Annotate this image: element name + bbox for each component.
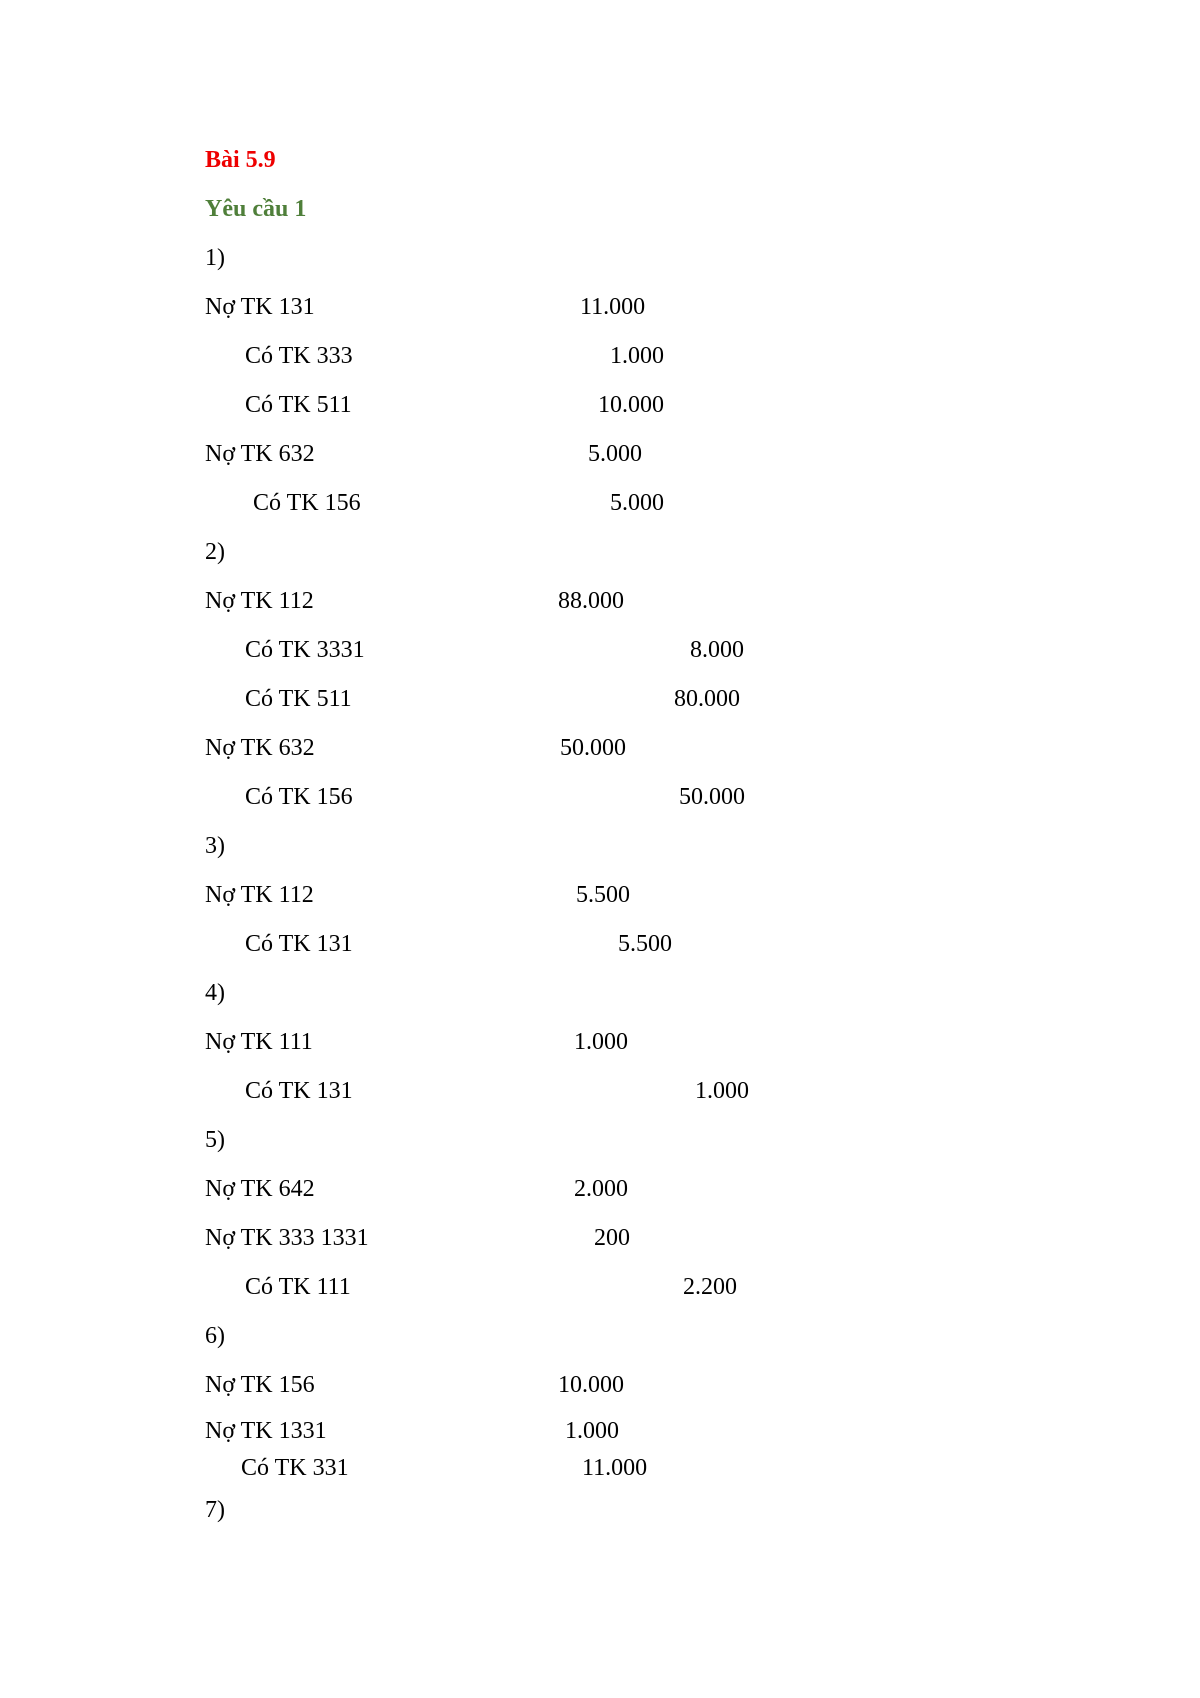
debit-amount: 88.000 [558,588,624,614]
debit-account-label: Nợ TK 112 [205,588,314,614]
credit-amount: 50.000 [679,784,745,810]
debit-amount: 50.000 [560,735,626,761]
debit-amount: 2.000 [574,1176,628,1202]
debit-amount: 200 [594,1225,630,1251]
credit-amount: 5.500 [618,931,672,957]
debit-account-label: Nợ TK 156 [205,1372,315,1398]
entry-number: 5) [205,1127,225,1153]
debit-account-label: Nợ TK 1331 [205,1418,327,1444]
credit-account-label: Có TK 511 [245,686,352,712]
debit-account-label: Nợ TK 131 [205,294,315,320]
debit-account-label: Nợ TK 111 [205,1029,313,1055]
credit-amount: 11.000 [582,1455,648,1481]
debit-amount: 1.000 [574,1029,628,1055]
section-heading: Yêu cầu 1 [205,196,307,222]
entry-number: 4) [205,980,225,1006]
debit-amount: 1.000 [565,1418,619,1444]
debit-account-label: Nợ TK 112 [205,882,314,908]
debit-amount: 10.000 [558,1372,624,1398]
document-title: Bài 5.9 [205,147,276,173]
credit-amount: 8.000 [690,637,744,663]
credit-account-label: Có TK 331 [241,1455,349,1481]
debit-account-label: Nợ TK 642 [205,1176,315,1202]
entry-number: 3) [205,833,225,859]
credit-amount: 80.000 [674,686,740,712]
credit-amount: 10.000 [598,392,664,418]
debit-account-label: Nợ TK 632 [205,441,315,467]
credit-amount: 1.000 [610,343,664,369]
credit-account-label: Có TK 131 [245,931,353,957]
debit-account-label: Nợ TK 632 [205,735,315,761]
entry-number: 2) [205,539,225,565]
debit-amount: 5.500 [576,882,630,908]
debit-amount: 5.000 [588,441,642,467]
credit-account-label: Có TK 131 [245,1078,353,1104]
credit-amount: 2.200 [683,1274,737,1300]
entry-number: 7) [205,1497,225,1523]
credit-account-label: Có TK 156 [253,490,361,516]
credit-account-label: Có TK 333 [245,343,353,369]
credit-account-label: Có TK 511 [245,392,352,418]
debit-account-label: Nợ TK 333 1331 [205,1225,369,1251]
credit-account-label: Có TK 156 [245,784,353,810]
debit-amount: 11.000 [580,294,646,320]
entry-number: 1) [205,245,225,271]
credit-amount: 5.000 [610,490,664,516]
credit-account-label: Có TK 111 [245,1274,351,1300]
credit-account-label: Có TK 3331 [245,637,365,663]
credit-amount: 1.000 [695,1078,749,1104]
entry-number: 6) [205,1323,225,1349]
